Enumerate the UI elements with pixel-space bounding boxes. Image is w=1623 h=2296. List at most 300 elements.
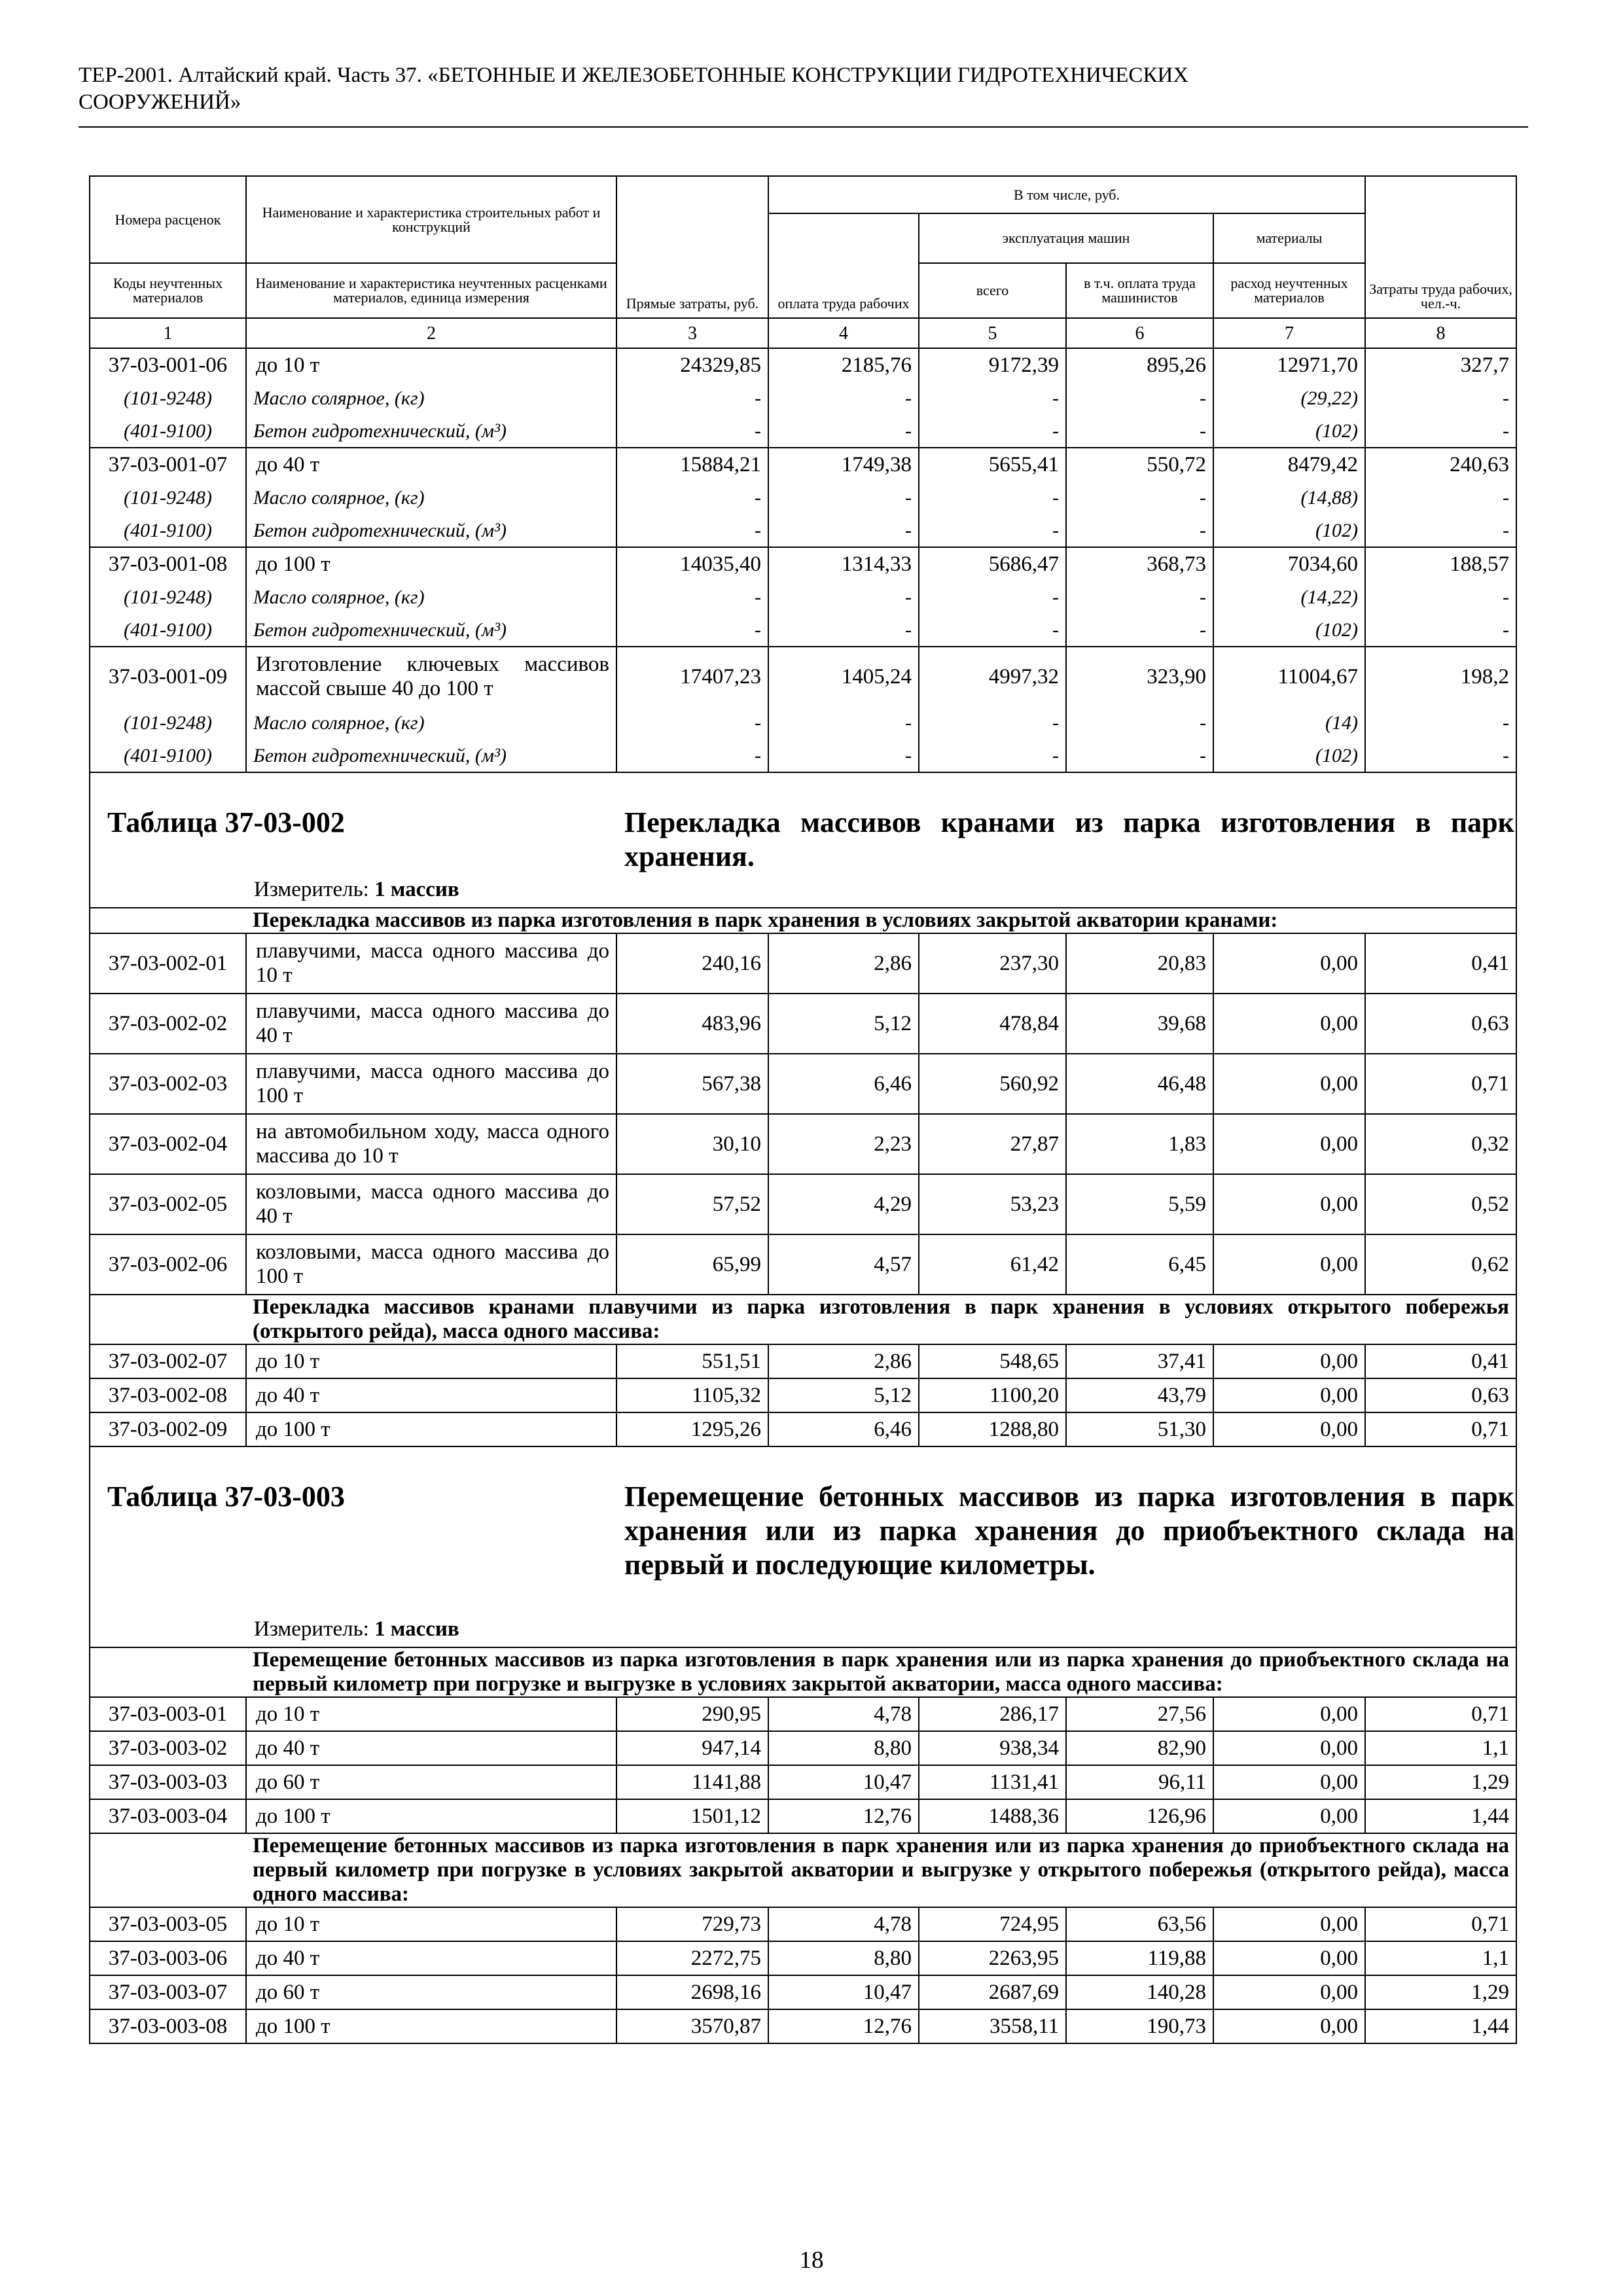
table-title-block: [90, 1446, 1516, 1647]
value-cell: 1131,41: [919, 1765, 1066, 1799]
value-cell: 2687,69: [919, 1975, 1066, 2009]
material-row: [90, 414, 1516, 448]
rate-row: [90, 647, 1516, 706]
rate-code: 37-03-002-02: [90, 994, 246, 1054]
table-title: Перекладка массивов кранами из парка изготовления в парк хранения.: [624, 806, 1514, 872]
material-value: -: [1066, 382, 1213, 414]
rate-row: [90, 1234, 1516, 1295]
col2-top-header: Наименование и характеристика строительных работ и конструкций: [246, 176, 616, 263]
material-value: -: [919, 414, 1066, 448]
rate-name: до 10 т: [246, 1344, 616, 1378]
value-cell: 724,95: [919, 1907, 1066, 1941]
material-code: (401-9100): [90, 613, 246, 647]
value-cell: 0,00: [1213, 1765, 1365, 1799]
material-name: Масло солярное, (кг): [246, 581, 616, 613]
group-materials-header: материалы: [1213, 213, 1365, 263]
column-number: 2: [246, 318, 616, 348]
col2-bottom-header: Наименование и характеристика неучтенных расценками материалов, единица измерения: [246, 263, 616, 318]
meter: [254, 878, 459, 902]
material-code: (101-9248): [90, 581, 246, 613]
value-cell: 2,86: [768, 1344, 919, 1378]
rate-name: до 10 т: [246, 1697, 616, 1731]
value-cell: 0,52: [1365, 1174, 1516, 1234]
rate-row: [90, 933, 1516, 994]
value-cell: 2,86: [768, 933, 919, 994]
value-cell: 5686,47: [919, 547, 1066, 581]
rate-row: [90, 1114, 1516, 1174]
price-table: [89, 175, 1517, 2044]
rate-row: [90, 1054, 1516, 1114]
value-cell: 1,29: [1365, 1765, 1516, 1799]
section-title: Перемещение бетонных массивов из парка изготовления в парк хранения или из парка хранения до приобъектного склада на первый километр при погрузке и выгрузке в условиях закрытой акватории, масса одного массива:: [246, 1647, 1516, 1697]
value-cell: 10,47: [768, 1765, 919, 1799]
value-cell: 46,48: [1066, 1054, 1213, 1114]
value-cell: 2,23: [768, 1114, 919, 1174]
material-value: (102): [1213, 414, 1365, 448]
value-cell: 938,34: [919, 1731, 1066, 1765]
meter-value: 1 массив: [374, 1617, 459, 1641]
material-value: -: [768, 581, 919, 613]
material-row: [90, 739, 1516, 772]
material-value: -: [616, 706, 768, 739]
meter: [254, 1617, 459, 1641]
material-code: (101-9248): [90, 706, 246, 739]
rate-code: 37-03-003-08: [90, 2009, 246, 2043]
value-cell: 0,00: [1213, 994, 1365, 1054]
value-cell: 2185,76: [768, 348, 919, 382]
section-title: Перекладка массивов из парка изготовления в парк хранения в условиях закрытой акватории кранами:: [246, 908, 1516, 933]
material-code: (101-9248): [90, 481, 246, 514]
group-machines-header: эксплуатация машин: [919, 213, 1213, 263]
col4-header: оплата труда рабочих: [768, 213, 919, 318]
rate-name: до 100 т: [246, 2009, 616, 2043]
value-cell: 0,00: [1213, 1344, 1365, 1378]
meter-value: 1 массив: [374, 878, 459, 901]
value-cell: 1314,33: [768, 547, 919, 581]
value-cell: 15884,21: [616, 448, 768, 481]
material-value: (102): [1213, 739, 1365, 772]
rate-row: [90, 1941, 1516, 1975]
col1-top-header: Номера расценок: [90, 176, 246, 263]
col7-header: расход неучтенных материалов: [1213, 263, 1365, 318]
value-cell: 198,2: [1365, 647, 1516, 706]
value-cell: 0,63: [1365, 1378, 1516, 1412]
rate-row: [90, 1378, 1516, 1412]
rate-code: 37-03-002-08: [90, 1378, 246, 1412]
value-cell: 188,57: [1365, 547, 1516, 581]
value-cell: 37,41: [1066, 1344, 1213, 1378]
page-number: 18: [799, 2247, 824, 2274]
rate-code: 37-03-002-06: [90, 1234, 246, 1295]
value-cell: 0,00: [1213, 1697, 1365, 1731]
material-value: -: [1365, 514, 1516, 547]
material-row: [90, 581, 1516, 613]
rate-code: 37-03-001-06: [90, 348, 246, 382]
rate-code: 37-03-003-05: [90, 1907, 246, 1941]
rate-row: [90, 1697, 1516, 1731]
value-cell: 5,12: [768, 1378, 919, 1412]
value-cell: 0,41: [1365, 933, 1516, 994]
material-value: -: [1066, 613, 1213, 647]
value-cell: 0,00: [1213, 2009, 1365, 2043]
material-value: -: [919, 514, 1066, 547]
value-cell: 1488,36: [919, 1799, 1066, 1833]
material-value: -: [1365, 481, 1516, 514]
material-code: (401-9100): [90, 414, 246, 448]
material-code: (401-9100): [90, 739, 246, 772]
rate-code: 37-03-003-07: [90, 1975, 246, 2009]
value-cell: 30,10: [616, 1114, 768, 1174]
value-cell: 4997,32: [919, 647, 1066, 706]
material-value: -: [1365, 414, 1516, 448]
value-cell: 190,73: [1066, 2009, 1213, 2043]
value-cell: 548,65: [919, 1344, 1066, 1378]
value-cell: 1288,80: [919, 1412, 1066, 1446]
value-cell: 483,96: [616, 994, 768, 1054]
col8-header: Затраты труда рабочих, чел.-ч.: [1365, 176, 1516, 318]
material-value: (14,22): [1213, 581, 1365, 613]
material-value: (14): [1213, 706, 1365, 739]
value-cell: 57,52: [616, 1174, 768, 1234]
value-cell: 63,56: [1066, 1907, 1213, 1941]
rate-row: [90, 1907, 1516, 1941]
material-value: -: [919, 613, 1066, 647]
material-name: Масло солярное, (кг): [246, 706, 616, 739]
rate-code: 37-03-002-09: [90, 1412, 246, 1446]
value-cell: 0,71: [1365, 1697, 1516, 1731]
rate-row: [90, 1765, 1516, 1799]
table-title-row: [90, 1446, 1516, 1647]
rate-name: до 60 т: [246, 1765, 616, 1799]
column-number: 6: [1066, 318, 1213, 348]
rate-name: плавучими, масса одного массива до 10 т: [246, 933, 616, 994]
material-name: Масло солярное, (кг): [246, 382, 616, 414]
value-cell: 1,44: [1365, 2009, 1516, 2043]
value-cell: 560,92: [919, 1054, 1066, 1114]
table-label: Таблица 37-03-003: [107, 1480, 345, 1513]
material-value: -: [768, 481, 919, 514]
value-cell: 11004,67: [1213, 647, 1365, 706]
value-cell: 10,47: [768, 1975, 919, 2009]
value-cell: 6,45: [1066, 1234, 1213, 1295]
value-cell: 0,41: [1365, 1344, 1516, 1378]
column-number: 4: [768, 318, 919, 348]
material-name: Бетон гидротехнический, (м³): [246, 739, 616, 772]
value-cell: 237,30: [919, 933, 1066, 994]
value-cell: 1100,20: [919, 1378, 1066, 1412]
material-row: [90, 481, 1516, 514]
rate-name: на автомобильном ходу, масса одного массива до 10 т: [246, 1114, 616, 1174]
rate-code: 37-03-003-03: [90, 1765, 246, 1799]
material-name: Бетон гидротехнический, (м³): [246, 514, 616, 547]
value-cell: 290,95: [616, 1697, 768, 1731]
rate-code: 37-03-003-01: [90, 1697, 246, 1731]
value-cell: 61,42: [919, 1234, 1066, 1295]
rate-row: [90, 1799, 1516, 1833]
value-cell: 17407,23: [616, 647, 768, 706]
material-value: -: [616, 739, 768, 772]
rate-name: до 100 т: [246, 1412, 616, 1446]
material-value: -: [919, 382, 1066, 414]
value-cell: 4,29: [768, 1174, 919, 1234]
value-cell: 9172,39: [919, 348, 1066, 382]
value-cell: 1,1: [1365, 1731, 1516, 1765]
value-cell: 140,28: [1066, 1975, 1213, 2009]
column-number: 1: [90, 318, 246, 348]
section-row: [90, 1833, 1516, 1907]
value-cell: 240,63: [1365, 448, 1516, 481]
value-cell: 0,00: [1213, 1412, 1365, 1446]
value-cell: 0,00: [1213, 1941, 1365, 1975]
col3-header: Прямые затраты, руб.: [616, 176, 768, 318]
rate-name: до 100 т: [246, 1799, 616, 1833]
rate-name: до 40 т: [246, 1378, 616, 1412]
material-value: -: [919, 706, 1066, 739]
value-cell: 119,88: [1066, 1941, 1213, 1975]
material-value: -: [1066, 706, 1213, 739]
value-cell: 5655,41: [919, 448, 1066, 481]
value-cell: 12,76: [768, 1799, 919, 1833]
value-cell: 1501,12: [616, 1799, 768, 1833]
value-cell: 0,71: [1365, 1054, 1516, 1114]
material-value: (102): [1213, 613, 1365, 647]
column-number: 3: [616, 318, 768, 348]
material-value: (14,88): [1213, 481, 1365, 514]
section-spacer: [90, 1295, 246, 1344]
rate-code: 37-03-002-07: [90, 1344, 246, 1378]
value-cell: 3558,11: [919, 2009, 1066, 2043]
value-cell: 1,29: [1365, 1975, 1516, 2009]
value-cell: 20,83: [1066, 933, 1213, 994]
value-cell: 0,00: [1213, 1054, 1365, 1114]
material-value: -: [768, 414, 919, 448]
section-spacer: [90, 1647, 246, 1697]
value-cell: 1105,32: [616, 1378, 768, 1412]
rate-code: 37-03-002-03: [90, 1054, 246, 1114]
rate-name: до 40 т: [246, 1941, 616, 1975]
rate-row: [90, 2009, 1516, 2043]
meter-label: Измеритель:: [254, 878, 369, 901]
rate-name: плавучими, масса одного массива до 100 т: [246, 1054, 616, 1114]
value-cell: 550,72: [1066, 448, 1213, 481]
value-cell: 0,71: [1365, 1907, 1516, 1941]
col5-header: всего: [919, 263, 1066, 318]
rate-name: до 40 т: [246, 1731, 616, 1765]
rate-name: до 40 т: [246, 448, 616, 481]
section-title: Перемещение бетонных массивов из парка изготовления в парк хранения или из парка хранения до приобъектного склада на первый километр при погрузке в условиях закрытой акватории и выгрузке у открытого побережья (открытого рейда), масса одного массива:: [246, 1833, 1516, 1907]
value-cell: 0,32: [1365, 1114, 1516, 1174]
value-cell: 1405,24: [768, 647, 919, 706]
rate-row: [90, 1731, 1516, 1765]
column-number: 5: [919, 318, 1066, 348]
rate-name: до 10 т: [246, 1907, 616, 1941]
rate-row: [90, 1344, 1516, 1378]
rate-code: 37-03-001-08: [90, 547, 246, 581]
value-cell: 2263,95: [919, 1941, 1066, 1975]
value-cell: 0,00: [1213, 1731, 1365, 1765]
value-cell: 1295,26: [616, 1412, 768, 1446]
rate-code: 37-03-002-04: [90, 1114, 246, 1174]
header-rule: [79, 126, 1528, 128]
rate-row: [90, 448, 1516, 481]
value-cell: 1141,88: [616, 1765, 768, 1799]
value-cell: 126,96: [1066, 1799, 1213, 1833]
value-cell: 0,63: [1365, 994, 1516, 1054]
value-cell: 8479,42: [1213, 448, 1365, 481]
rate-row: [90, 994, 1516, 1054]
rate-code: 37-03-002-01: [90, 933, 246, 994]
rate-name: Изготовление ключевых массивов массой свыше 40 до 100 т: [246, 647, 616, 706]
value-cell: 6,46: [768, 1054, 919, 1114]
rate-code: 37-03-002-05: [90, 1174, 246, 1234]
value-cell: 2272,75: [616, 1941, 768, 1975]
value-cell: 65,99: [616, 1234, 768, 1295]
rate-code: 37-03-003-06: [90, 1941, 246, 1975]
rate-row: [90, 547, 1516, 581]
material-value: -: [919, 481, 1066, 514]
value-cell: 4,78: [768, 1907, 919, 1941]
value-cell: 12,76: [768, 2009, 919, 2043]
rate-name: до 60 т: [246, 1975, 616, 2009]
column-number: 7: [1213, 318, 1365, 348]
value-cell: 27,87: [919, 1114, 1066, 1174]
value-cell: 567,38: [616, 1054, 768, 1114]
material-name: Масло солярное, (кг): [246, 481, 616, 514]
material-row: [90, 613, 1516, 647]
table-title-row: [90, 772, 1516, 908]
material-value: -: [1066, 414, 1213, 448]
value-cell: 729,73: [616, 1907, 768, 1941]
value-cell: 895,26: [1066, 348, 1213, 382]
running-header-line2: СООРУЖЕНИЙ»: [79, 90, 241, 114]
value-cell: 0,71: [1365, 1412, 1516, 1446]
value-cell: 4,57: [768, 1234, 919, 1295]
value-cell: 0,00: [1213, 1975, 1365, 2009]
material-value: -: [616, 514, 768, 547]
value-cell: 0,62: [1365, 1234, 1516, 1295]
value-cell: 0,00: [1213, 1799, 1365, 1833]
material-name: Бетон гидротехнический, (м³): [246, 613, 616, 647]
value-cell: 51,30: [1066, 1412, 1213, 1446]
rate-row: [90, 1412, 1516, 1446]
value-cell: 0,00: [1213, 1378, 1365, 1412]
rate-name: до 100 т: [246, 547, 616, 581]
material-value: -: [1066, 481, 1213, 514]
material-value: -: [919, 739, 1066, 772]
rate-name: плавучими, масса одного массива до 40 т: [246, 994, 616, 1054]
value-cell: 39,68: [1066, 994, 1213, 1054]
rate-code: 37-03-003-04: [90, 1799, 246, 1833]
value-cell: 4,78: [768, 1697, 919, 1731]
value-cell: 43,79: [1066, 1378, 1213, 1412]
group-all-header: В том числе, руб.: [768, 176, 1365, 213]
rate-name: до 10 т: [246, 348, 616, 382]
value-cell: 551,51: [616, 1344, 768, 1378]
table-label: Таблица 37-03-002: [107, 806, 345, 838]
material-value: -: [768, 739, 919, 772]
material-row: [90, 514, 1516, 547]
material-value: -: [919, 581, 1066, 613]
material-value: -: [1365, 613, 1516, 647]
value-cell: 7034,60: [1213, 547, 1365, 581]
material-code: (401-9100): [90, 514, 246, 547]
material-value: -: [616, 414, 768, 448]
value-cell: 14035,40: [616, 547, 768, 581]
value-cell: 96,11: [1066, 1765, 1213, 1799]
material-value: -: [616, 382, 768, 414]
rate-row: [90, 1174, 1516, 1234]
value-cell: 1,1: [1365, 1941, 1516, 1975]
value-cell: 0,00: [1213, 1174, 1365, 1234]
col1-bottom-header: Коды неучтенных материалов: [90, 263, 246, 318]
value-cell: 0,00: [1213, 1114, 1365, 1174]
value-cell: 8,80: [768, 1731, 919, 1765]
material-value: -: [1365, 739, 1516, 772]
value-cell: 368,73: [1066, 547, 1213, 581]
rate-name: козловыми, масса одного массива до 100 т: [246, 1234, 616, 1295]
value-cell: 6,46: [768, 1412, 919, 1446]
value-cell: 1749,38: [768, 448, 919, 481]
column-number-row: [90, 318, 1516, 348]
section-row: [90, 1647, 1516, 1697]
value-cell: 323,90: [1066, 647, 1213, 706]
section-row: [90, 1295, 1516, 1344]
table-title: Перемещение бетонных массивов из парка изготовления в парк хранения или из парка хранения до приобъектного склада на первый и последующие километры.: [624, 1480, 1514, 1581]
material-value: -: [616, 613, 768, 647]
value-cell: 12971,70: [1213, 348, 1365, 382]
material-value: -: [768, 706, 919, 739]
value-cell: 24329,85: [616, 348, 768, 382]
material-value: -: [768, 514, 919, 547]
section-spacer: [90, 908, 246, 933]
material-row: [90, 706, 1516, 739]
material-value: -: [768, 382, 919, 414]
section-title: Перекладка массивов кранами плавучими из парка изготовления в парк хранения в условиях открытого побережья (открытого рейда), масса одного массива:: [246, 1295, 1516, 1344]
value-cell: 286,17: [919, 1697, 1066, 1731]
material-value: -: [1365, 706, 1516, 739]
value-cell: 1,83: [1066, 1114, 1213, 1174]
material-value: -: [1365, 382, 1516, 414]
rate-code: 37-03-003-02: [90, 1731, 246, 1765]
material-code: (101-9248): [90, 382, 246, 414]
rate-code: 37-03-001-09: [90, 647, 246, 706]
value-cell: 5,59: [1066, 1174, 1213, 1234]
rate-row: [90, 1975, 1516, 2009]
column-number: 8: [1365, 318, 1516, 348]
value-cell: 82,90: [1066, 1731, 1213, 1765]
value-cell: 327,7: [1365, 348, 1516, 382]
running-header: [79, 62, 1518, 116]
table-title-block: [90, 772, 1516, 908]
running-header-line1: ТЕР-2001. Алтайский край. Часть 37. «БЕТОННЫЕ И ЖЕЛЕЗОБЕТОННЫЕ КОНСТРУКЦИИ ГИДРОТЕХНИЧЕСКИХ: [79, 63, 1189, 87]
material-value: -: [768, 613, 919, 647]
section-row: [90, 908, 1516, 933]
rate-row: [90, 348, 1516, 382]
value-cell: 0,00: [1213, 1234, 1365, 1295]
material-name: Бетон гидротехнический, (м³): [246, 414, 616, 448]
rate-code: 37-03-001-07: [90, 448, 246, 481]
material-value: -: [616, 581, 768, 613]
value-cell: 8,80: [768, 1941, 919, 1975]
value-cell: 5,12: [768, 994, 919, 1054]
value-cell: 947,14: [616, 1731, 768, 1765]
section-spacer: [90, 1833, 246, 1907]
value-cell: 240,16: [616, 933, 768, 994]
value-cell: 3570,87: [616, 2009, 768, 2043]
value-cell: 27,56: [1066, 1697, 1213, 1731]
material-value: -: [1066, 514, 1213, 547]
value-cell: 0,00: [1213, 1907, 1365, 1941]
